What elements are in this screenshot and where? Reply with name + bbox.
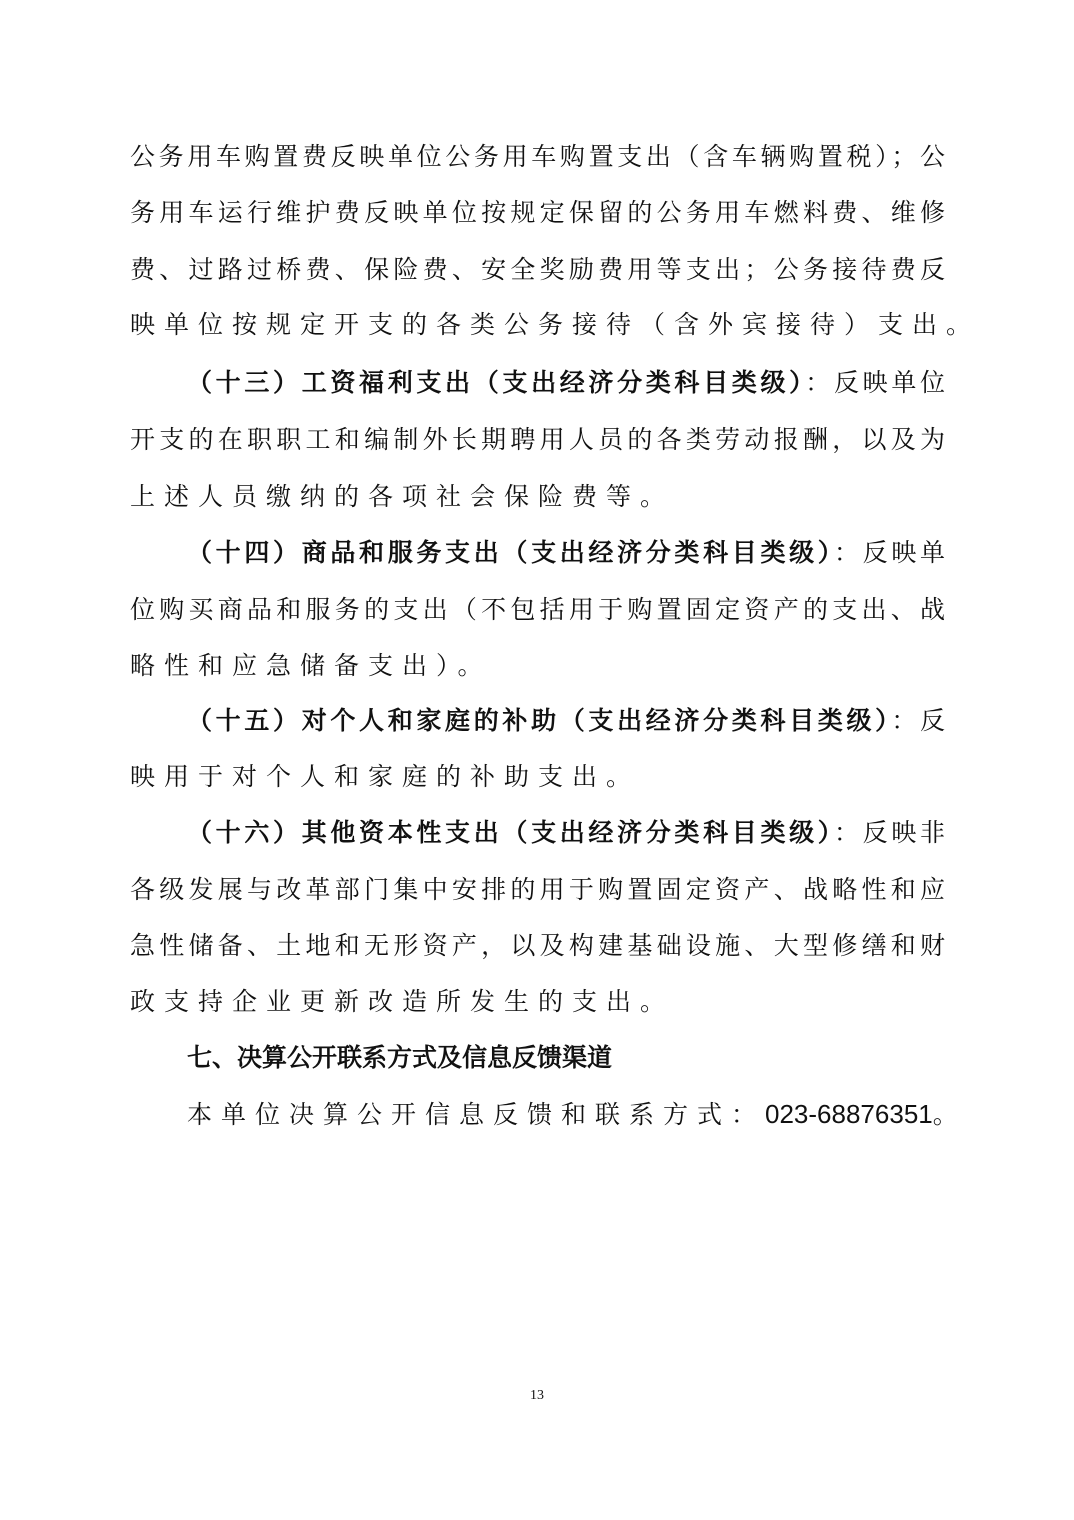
paragraph-line: 务用车运行维护费反映单位按规定保留的公务用车燃料费、维修 xyxy=(130,198,945,227)
section-15-first-line xyxy=(187,693,945,749)
section-13-text: ：反映单位 xyxy=(805,368,945,397)
page-number: 13 xyxy=(530,1388,544,1403)
section-14-title: （十四）商品和服务支出（支出经济分类科目类级） xyxy=(187,538,834,567)
section-16-title: （十六）其他资本性支出（支出经济分类科目类级） xyxy=(187,818,834,847)
section-13-title: （十三）工资福利支出（支出经济分类科目类级） xyxy=(187,368,806,397)
section-14-first-line xyxy=(187,525,945,581)
paragraph-line: 映单位按规定开支的各类公务接待（含外宾接待）支出。 xyxy=(130,310,981,339)
contact-end: 。 xyxy=(932,1100,967,1129)
section-7-heading: 七、决算公开联系方式及信息反馈渠道 xyxy=(187,1043,613,1072)
paragraph-line: 急性储备、土地和无形资产，以及构建基础设施、大型修缮和财 xyxy=(130,931,945,960)
paragraph-line: 位购买商品和服务的支出（不包括用于购置固定资产的支出、战 xyxy=(130,595,945,624)
contact-label: 本单位决算公开信息反馈和联系方式： xyxy=(187,1100,766,1129)
paragraph-line: 上述人员缴纳的各项社会保险费等。 xyxy=(130,482,675,511)
section-13-first-line xyxy=(187,355,945,411)
paragraph-line: 各级发展与改革部门集中安排的用于购置固定资产、战略性和应 xyxy=(130,875,945,904)
paragraph-line: 映用于对个人和家庭的补助支出。 xyxy=(130,762,641,791)
paragraph-line: 公务用车购置费反映单位公务用车购置支出（含车辆购置税）；公 xyxy=(130,142,945,171)
section-16-first-line xyxy=(187,805,945,861)
paragraph-line: 开支的在职职工和编制外长期聘用人员的各类劳动报酬，以及为 xyxy=(130,425,945,454)
section-16-text: ：反映非 xyxy=(833,818,945,847)
contact-line xyxy=(187,1086,967,1142)
paragraph-line: 费、过路过桥费、保险费、安全奖励费用等支出；公务接待费反 xyxy=(130,255,945,284)
paragraph-line: 略性和应急储备支出）。 xyxy=(130,651,492,680)
section-14-text: ：反映单 xyxy=(833,538,945,567)
section-15-title: （十五）对个人和家庭的补助（支出经济分类科目类级） xyxy=(187,706,892,735)
section-15-text: ：反 xyxy=(891,706,945,735)
paragraph-line: 政支持企业更新改造所发生的支出。 xyxy=(130,987,675,1016)
contact-phone: 023-68876351 xyxy=(765,1099,933,1129)
